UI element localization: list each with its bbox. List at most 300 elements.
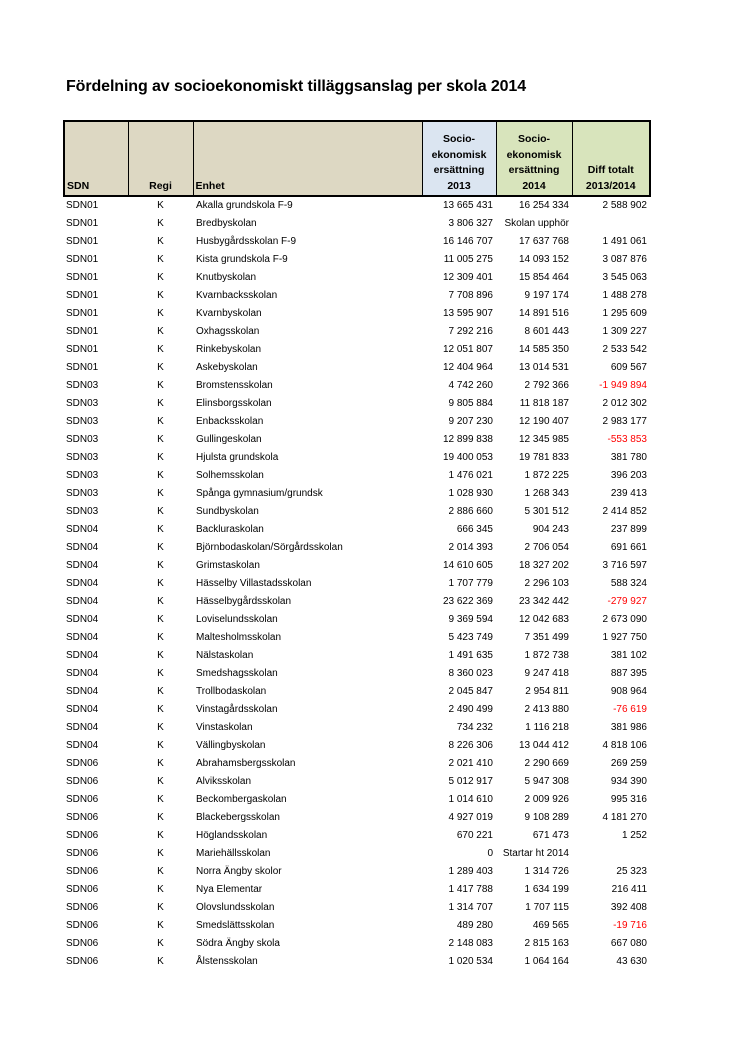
cell-2014: 2 413 880 xyxy=(524,704,569,715)
table-row xyxy=(64,647,650,665)
cell-diff: 269 259 xyxy=(610,758,647,769)
cell-regi: K xyxy=(157,722,164,733)
cell-diff: 1 488 278 xyxy=(602,290,647,301)
cell-2013: 734 232 xyxy=(456,722,493,733)
cell-2014: 2 009 926 xyxy=(524,794,569,805)
cell-sdn: SDN03 xyxy=(66,470,99,481)
cell-2014: 12 042 683 xyxy=(518,614,569,625)
table-row xyxy=(64,845,650,863)
table-row xyxy=(64,196,650,215)
cell-enhet: Sundbyskolan xyxy=(196,506,259,517)
cell-2014: 23 342 442 xyxy=(518,596,569,607)
cell-2013: 12 404 964 xyxy=(442,362,493,373)
table-row xyxy=(64,773,650,791)
cell-2013: 13 665 431 xyxy=(442,200,493,211)
cell-2013: 2 014 393 xyxy=(448,542,493,553)
cell-enhet: Bredbyskolan xyxy=(196,218,257,229)
cell-2013: 16 146 707 xyxy=(442,236,493,247)
table-row xyxy=(64,791,650,809)
table-row xyxy=(64,287,650,305)
cell-2013: 1 476 021 xyxy=(448,470,493,481)
cell-sdn: SDN03 xyxy=(66,488,99,499)
table-row xyxy=(64,809,650,827)
cell-2014: 1 872 738 xyxy=(524,650,569,661)
cell-sdn: SDN06 xyxy=(66,830,99,841)
cell-2014: 904 243 xyxy=(532,524,569,535)
cell-diff: 25 323 xyxy=(616,866,647,877)
cell-diff: 1 252 xyxy=(621,830,647,841)
cell-sdn: SDN03 xyxy=(66,380,99,391)
cell-diff: 588 324 xyxy=(610,578,647,589)
cell-diff: -19 716 xyxy=(613,920,647,931)
cell-sdn: SDN04 xyxy=(66,542,99,553)
cell-sdn: SDN06 xyxy=(66,938,99,949)
cell-2013: 8 360 023 xyxy=(448,668,493,679)
cell-2014: 1 634 199 xyxy=(524,884,569,895)
cell-2013: 666 345 xyxy=(456,524,493,535)
cell-regi: K xyxy=(157,632,164,643)
cell-2014: 16 254 334 xyxy=(518,200,569,211)
cell-sdn: SDN06 xyxy=(66,812,99,823)
cell-enhet: Beckombergaskolan xyxy=(196,794,287,805)
cell-enhet: Grimstaskolan xyxy=(196,560,260,571)
cell-regi: K xyxy=(157,686,164,697)
cell-2013: 0 xyxy=(487,848,493,859)
cell-sdn: SDN01 xyxy=(66,290,99,301)
cell-2014: 8 601 443 xyxy=(524,326,569,337)
cell-enhet: Askebyskolan xyxy=(196,362,258,373)
table-row xyxy=(64,341,650,359)
cell-enhet: Björnbodaskolan/Sörgårdsskolan xyxy=(196,542,343,553)
cell-2014: 2 815 163 xyxy=(524,938,569,949)
cell-sdn: SDN03 xyxy=(66,398,99,409)
cell-diff: 43 630 xyxy=(616,956,647,967)
cell-diff: 691 661 xyxy=(610,542,647,553)
cell-diff: 934 390 xyxy=(610,776,647,787)
cell-sdn: SDN06 xyxy=(66,848,99,859)
cell-regi: K xyxy=(157,902,164,913)
cell-regi: K xyxy=(157,254,164,265)
cell-regi: K xyxy=(157,758,164,769)
cell-enhet: Abrahamsbergsskolan xyxy=(196,758,296,769)
cell-sdn: SDN01 xyxy=(66,236,99,247)
cell-2013: 4 927 019 xyxy=(448,812,493,823)
cell-diff: 4 181 270 xyxy=(602,812,647,823)
cell-diff: 1 491 061 xyxy=(602,236,647,247)
table-row xyxy=(64,503,650,521)
cell-regi: K xyxy=(157,578,164,589)
cell-diff: 2 012 302 xyxy=(602,398,647,409)
cell-regi: K xyxy=(157,452,164,463)
cell-sdn: SDN04 xyxy=(66,578,99,589)
cell-2014: 13 014 531 xyxy=(518,362,569,373)
table-row xyxy=(64,251,650,269)
cell-2014: 14 891 516 xyxy=(518,308,569,319)
table-row xyxy=(64,863,650,881)
table-row xyxy=(64,539,650,557)
cell-regi: K xyxy=(157,938,164,949)
header-2014-line-3: ersättning xyxy=(508,164,560,176)
cell-enhet: Gullingeskolan xyxy=(196,434,262,445)
cell-enhet: Elinsborgsskolan xyxy=(196,398,272,409)
cell-sdn: SDN01 xyxy=(66,308,99,319)
cell-2013: 1 020 534 xyxy=(448,956,493,967)
table-row xyxy=(64,431,650,449)
cell-2014: 1 064 164 xyxy=(524,956,569,967)
cell-diff: 887 395 xyxy=(610,668,647,679)
cell-2013: 2 045 847 xyxy=(448,686,493,697)
cell-enhet: Spånga gymnasium/grundsk xyxy=(196,488,323,499)
cell-2013: 7 292 216 xyxy=(448,326,493,337)
cell-regi: K xyxy=(157,956,164,967)
cell-enhet: Vinstaskolan xyxy=(196,722,253,733)
cell-2014: Startar ht 2014 xyxy=(502,848,569,859)
table-row xyxy=(64,233,650,251)
table-row xyxy=(64,881,650,899)
table-header xyxy=(64,121,650,196)
cell-diff: 216 411 xyxy=(611,884,647,895)
cell-diff: 1 927 750 xyxy=(602,632,647,643)
cell-sdn: SDN01 xyxy=(66,344,99,355)
cell-enhet: Hjulsta grundskola xyxy=(196,452,279,463)
header-diff-line-1: Diff totalt xyxy=(587,164,634,176)
table-row xyxy=(64,899,650,917)
header-diff-line-2: 2013/2014 xyxy=(585,179,636,192)
cell-enhet: Loviselundsskolan xyxy=(196,614,278,625)
cell-2013: 9 369 594 xyxy=(448,614,493,625)
cell-sdn: SDN01 xyxy=(66,272,99,283)
header-2013-line-1: Socio- xyxy=(442,133,476,145)
cell-2014: 17 637 768 xyxy=(518,236,569,247)
header-enhet: Enhet xyxy=(193,121,422,196)
cell-2013: 12 899 838 xyxy=(442,434,493,445)
table-row xyxy=(64,377,650,395)
cell-enhet: Maltesholmsskolan xyxy=(196,632,282,643)
cell-2014: 13 044 412 xyxy=(518,740,569,751)
cell-2014: 14 585 350 xyxy=(518,344,569,355)
cell-diff: 239 413 xyxy=(610,488,647,499)
cell-diff: 2 533 542 xyxy=(602,344,647,355)
table-row xyxy=(64,215,650,233)
cell-sdn: SDN04 xyxy=(66,686,99,697)
cell-2014: 2 792 366 xyxy=(524,380,569,391)
cell-2014: 9 108 289 xyxy=(524,812,569,823)
cell-2014: 671 473 xyxy=(532,830,569,841)
cell-diff: -1 949 894 xyxy=(599,380,647,391)
cell-sdn: SDN04 xyxy=(66,560,99,571)
table-row xyxy=(64,665,650,683)
cell-regi: K xyxy=(157,596,164,607)
cell-enhet: Blackebergsskolan xyxy=(196,812,280,823)
cell-enhet: Enbacksskolan xyxy=(196,416,264,427)
table-row xyxy=(64,611,650,629)
cell-regi: K xyxy=(157,488,164,499)
cell-regi: K xyxy=(157,560,164,571)
cell-2014: 12 345 985 xyxy=(518,434,569,445)
table-row xyxy=(64,935,650,953)
table-row xyxy=(64,953,650,971)
cell-enhet: Kvarnbyskolan xyxy=(196,308,262,319)
cell-2013: 1 707 779 xyxy=(448,578,493,589)
cell-regi: K xyxy=(157,416,164,427)
cell-enhet: Ålstensskolan xyxy=(196,956,258,967)
cell-diff: 381 986 xyxy=(610,722,647,733)
cell-diff: 4 818 106 xyxy=(602,740,647,751)
cell-enhet: Norra Ängby skolor xyxy=(196,866,282,877)
cell-2014: 1 268 343 xyxy=(524,488,569,499)
header-2014-line-2: ekonomisk xyxy=(506,148,562,161)
cell-enhet: Rinkebyskolan xyxy=(196,344,262,355)
cell-diff: 3 545 063 xyxy=(602,272,647,283)
allocation-table xyxy=(63,120,651,971)
cell-enhet: Vällingbyskolan xyxy=(196,740,266,751)
cell-sdn: SDN04 xyxy=(66,614,99,625)
cell-2014: 1 872 225 xyxy=(524,470,569,481)
cell-sdn: SDN03 xyxy=(66,416,99,427)
header-diff xyxy=(572,121,650,196)
cell-2014: 1 314 726 xyxy=(524,866,569,877)
cell-2014: 11 818 187 xyxy=(519,398,569,409)
cell-regi: K xyxy=(157,740,164,751)
cell-enhet: Smedshagsskolan xyxy=(196,668,278,679)
cell-2013: 12 309 401 xyxy=(442,272,493,283)
table-row xyxy=(64,305,650,323)
cell-sdn: SDN01 xyxy=(66,200,99,211)
cell-diff xyxy=(572,215,650,233)
document-title: Fördelning av socioekonomiskt tilläggsanslag per skola 2014 xyxy=(66,78,527,95)
cell-2014: 9 197 174 xyxy=(524,290,569,301)
cell-regi: K xyxy=(157,434,164,445)
cell-2014: 5 947 308 xyxy=(524,776,569,787)
table-row xyxy=(64,449,650,467)
cell-regi: K xyxy=(157,776,164,787)
cell-2013: 14 610 605 xyxy=(442,560,493,571)
cell-diff: 396 203 xyxy=(610,470,647,481)
cell-2013: 11 005 275 xyxy=(443,254,493,265)
cell-2013: 5 423 749 xyxy=(448,632,493,643)
header-2013 xyxy=(422,121,496,196)
cell-enhet: Akalla grundskola F-9 xyxy=(196,200,293,211)
cell-sdn: SDN04 xyxy=(66,668,99,679)
cell-regi: K xyxy=(157,668,164,679)
cell-sdn: SDN06 xyxy=(66,902,99,913)
cell-2013: 19 400 053 xyxy=(442,452,493,463)
cell-enhet: Hässelbygårdsskolan xyxy=(196,596,292,607)
cell-diff: 995 316 xyxy=(610,794,647,805)
cell-regi: K xyxy=(157,290,164,301)
cell-sdn: SDN01 xyxy=(66,254,99,265)
table-row xyxy=(64,395,650,413)
cell-sdn: SDN04 xyxy=(66,524,99,535)
cell-2013: 1 289 403 xyxy=(448,866,493,877)
cell-regi: K xyxy=(157,794,164,805)
table-row xyxy=(64,557,650,575)
cell-sdn: SDN04 xyxy=(66,740,99,751)
table-row xyxy=(64,485,650,503)
cell-2013: 1 314 707 xyxy=(448,902,493,913)
table-body xyxy=(64,196,650,971)
cell-enhet: Vinstagårdsskolan xyxy=(196,704,278,715)
cell-2013: 12 051 807 xyxy=(442,344,493,355)
cell-sdn: SDN04 xyxy=(66,596,99,607)
cell-sdn: SDN01 xyxy=(66,362,99,373)
cell-regi: K xyxy=(157,380,164,391)
cell-regi: K xyxy=(157,218,164,229)
cell-2014: 14 093 152 xyxy=(518,254,569,265)
cell-enhet: Backluraskolan xyxy=(196,524,264,535)
cell-2013: 9 207 230 xyxy=(448,416,493,427)
cell-diff: 3 087 876 xyxy=(602,254,647,265)
table-row xyxy=(64,413,650,431)
cell-enhet: Mariehällsskolan xyxy=(196,848,271,859)
cell-regi: K xyxy=(157,506,164,517)
cell-regi: K xyxy=(157,326,164,337)
cell-regi: K xyxy=(157,236,164,247)
header-2013-line-3: ersättning xyxy=(433,164,485,176)
header-2014-line-4: 2014 xyxy=(522,179,546,192)
cell-diff: 381 102 xyxy=(610,650,647,661)
cell-sdn: SDN03 xyxy=(66,434,99,445)
header-2014 xyxy=(496,121,572,196)
table-row xyxy=(64,575,650,593)
cell-2013: 7 708 896 xyxy=(448,290,493,301)
cell-enhet: Smedslättsskolan xyxy=(196,920,275,931)
table-row xyxy=(64,323,650,341)
table-row xyxy=(64,359,650,377)
cell-2013: 670 221 xyxy=(456,830,493,841)
cell-2013: 3 806 327 xyxy=(448,218,493,229)
cell-enhet: Knutbyskolan xyxy=(196,272,257,283)
table-row xyxy=(64,917,650,935)
cell-sdn: SDN01 xyxy=(66,218,99,229)
cell-sdn: SDN04 xyxy=(66,722,99,733)
cell-2013: 23 622 369 xyxy=(442,596,493,607)
cell-regi: K xyxy=(157,362,164,373)
cell-2014: 12 190 407 xyxy=(518,416,569,427)
table-row xyxy=(64,737,650,755)
header-2014-line-1: Socio- xyxy=(517,133,551,145)
cell-2013: 4 742 260 xyxy=(448,380,493,391)
table-row xyxy=(64,827,650,845)
cell-sdn: SDN06 xyxy=(66,794,99,805)
cell-regi: K xyxy=(157,470,164,481)
table-row xyxy=(64,593,650,611)
cell-2013: 2 886 660 xyxy=(448,506,493,517)
cell-diff: 1 295 609 xyxy=(602,308,647,319)
cell-2014: 18 327 202 xyxy=(518,560,569,571)
table-row xyxy=(64,683,650,701)
cell-diff: -76 619 xyxy=(613,704,647,715)
cell-regi: K xyxy=(157,650,164,661)
cell-diff: 667 080 xyxy=(610,938,647,949)
cell-diff: -553 853 xyxy=(607,434,647,445)
cell-sdn: SDN06 xyxy=(66,920,99,931)
cell-sdn: SDN03 xyxy=(66,506,99,517)
cell-2013: 2 490 499 xyxy=(448,704,493,715)
cell-regi: K xyxy=(157,812,164,823)
cell-enhet: Trollbodaskolan xyxy=(196,686,267,697)
cell-regi: K xyxy=(157,884,164,895)
cell-diff xyxy=(572,845,650,863)
table-row xyxy=(64,521,650,539)
cell-diff: -279 927 xyxy=(607,596,647,607)
cell-2014: 2 296 103 xyxy=(524,578,569,589)
cell-regi: K xyxy=(157,200,164,211)
cell-2014: 469 565 xyxy=(532,920,569,931)
cell-2013: 1 417 788 xyxy=(448,884,493,895)
table-row xyxy=(64,629,650,647)
table-row xyxy=(64,719,650,737)
cell-2013: 9 805 884 xyxy=(448,398,493,409)
cell-diff: 2 588 902 xyxy=(602,200,647,211)
cell-enhet: Hässelby Villastadsskolan xyxy=(196,578,312,589)
cell-diff: 1 309 227 xyxy=(602,326,647,337)
cell-regi: K xyxy=(157,830,164,841)
cell-2014: 2 290 669 xyxy=(524,758,569,769)
cell-2014: 1 707 115 xyxy=(525,902,569,913)
cell-sdn: SDN06 xyxy=(66,866,99,877)
cell-2013: 8 226 306 xyxy=(448,740,493,751)
cell-sdn: SDN06 xyxy=(66,758,99,769)
cell-enhet: Södra Ängby skola xyxy=(196,938,280,949)
table-row xyxy=(64,755,650,773)
cell-enhet: Alviksskolan xyxy=(196,776,252,787)
cell-2014: 15 854 464 xyxy=(518,272,569,283)
cell-sdn: SDN01 xyxy=(66,326,99,337)
cell-2013: 2 021 410 xyxy=(448,758,493,769)
cell-2013: 1 014 610 xyxy=(448,794,493,805)
header-2013-line-2: ekonomisk xyxy=(431,148,487,161)
cell-diff: 2 983 177 xyxy=(602,416,647,427)
cell-diff: 2 414 852 xyxy=(602,506,647,517)
cell-diff: 392 408 xyxy=(610,902,647,913)
cell-2014: 9 247 418 xyxy=(524,668,569,679)
cell-regi: K xyxy=(157,524,164,535)
cell-sdn: SDN03 xyxy=(66,452,99,463)
cell-sdn: SDN04 xyxy=(66,650,99,661)
cell-regi: K xyxy=(157,920,164,931)
cell-regi: K xyxy=(157,866,164,877)
cell-diff: 381 780 xyxy=(610,452,647,463)
cell-2014: 5 301 512 xyxy=(524,506,569,517)
cell-regi: K xyxy=(157,398,164,409)
cell-diff: 3 716 597 xyxy=(602,560,647,571)
header-regi: Regi xyxy=(128,121,193,196)
cell-enhet: Husbygårdsskolan F-9 xyxy=(196,236,297,247)
cell-2014: Skolan upphör xyxy=(504,218,569,229)
cell-sdn: SDN04 xyxy=(66,632,99,643)
header-2013-line-4: 2013 xyxy=(447,179,471,192)
cell-enhet: Solhemsskolan xyxy=(196,470,264,481)
cell-regi: K xyxy=(157,614,164,625)
cell-sdn: SDN06 xyxy=(66,884,99,895)
cell-diff: 908 964 xyxy=(610,686,647,697)
cell-2013: 1 491 635 xyxy=(448,650,493,661)
cell-diff: 237 899 xyxy=(610,524,647,535)
cell-2014: 2 954 811 xyxy=(525,686,569,697)
header-sdn: SDN xyxy=(64,121,128,196)
table-row xyxy=(64,467,650,485)
cell-enhet: Kista grundskola F-9 xyxy=(196,254,288,265)
cell-2014: 1 116 218 xyxy=(525,722,569,733)
cell-enhet: Nälstaskolan xyxy=(196,650,254,661)
cell-regi: K xyxy=(157,308,164,319)
cell-2013: 13 595 907 xyxy=(442,308,493,319)
cell-2013: 5 012 917 xyxy=(448,776,493,787)
cell-sdn: SDN06 xyxy=(66,956,99,967)
table-row xyxy=(64,701,650,719)
cell-enhet: Nya Elementar xyxy=(196,884,263,895)
